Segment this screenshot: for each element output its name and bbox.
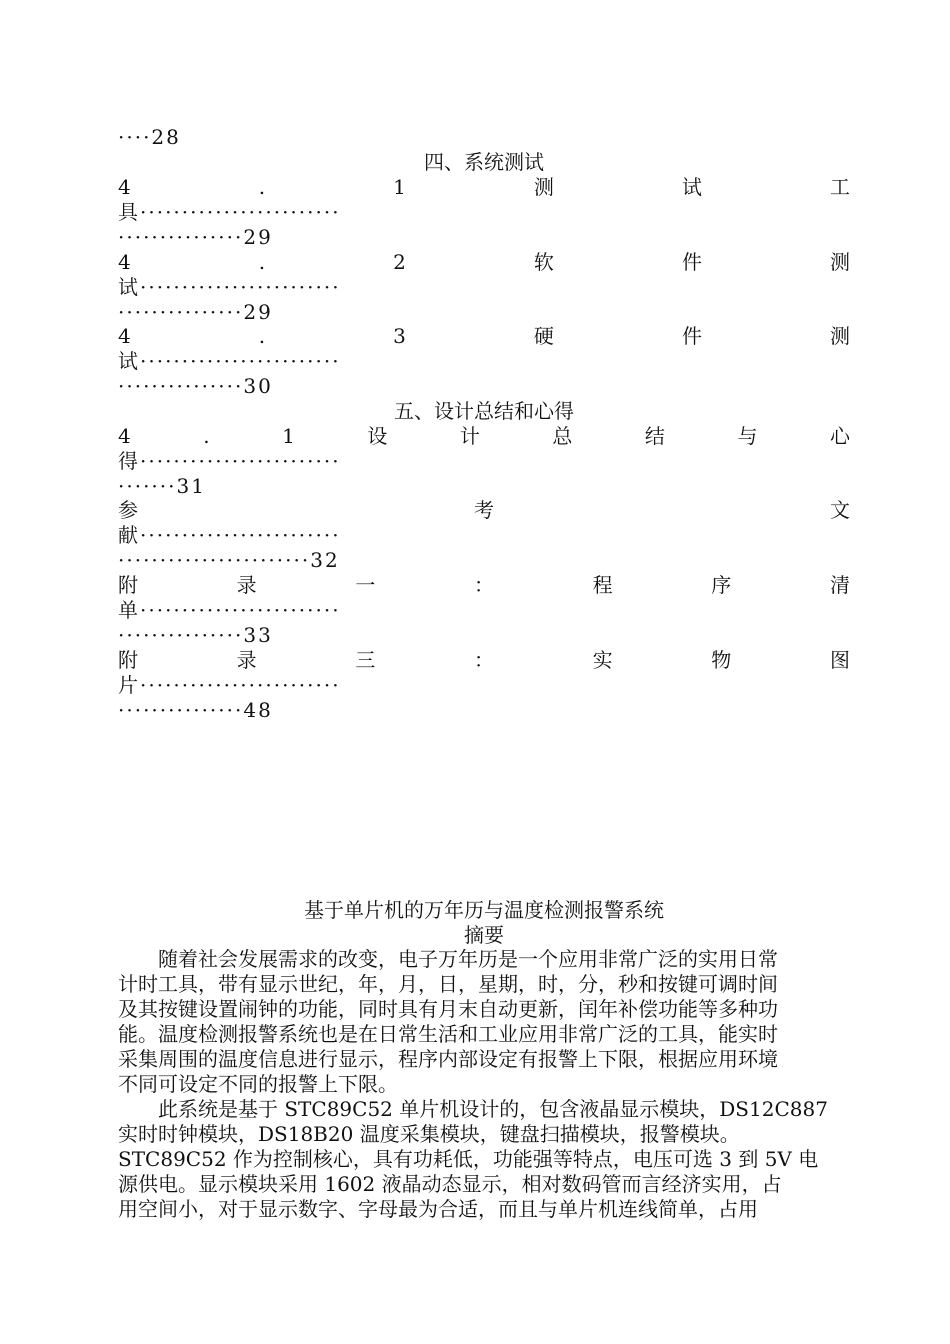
- toc-entry-4-3-page: ···············30: [118, 374, 273, 398]
- toc-entry-references[interactable]: 参 考 文: [118, 498, 850, 522]
- document-title: 基于单片机的万年历与温度检测报警系统: [304, 898, 664, 922]
- toc-entry-appendix-1-leader: 单························: [118, 598, 341, 622]
- toc-entry-appendix-3-leader: 片························: [118, 673, 341, 697]
- toc-entry-4-2-page: ···············29: [118, 300, 273, 324]
- toc-entry-4-1-leader: 具························: [118, 200, 341, 224]
- abstract-paragraph-1: 随着社会发展需求的改变，电子万年历是一个应用非常广泛的实用日常 计时工具，带有显示世纪，年，月，日，星期，时，分，秒和按键可调时间 及其按键设置闹钟的功能，同时具有月末自动更新，闰年补偿功能等多种功 能。温度检测报警系统也是在日常生活和工业应用非常广泛的工具，能实时 采集周围的温度信息进行显示，程序内部设定有报警上下限，根据应用环境 不同可设定不同的报警上下限。: [118, 947, 778, 1096]
- toc-continuation: ····28: [118, 125, 181, 149]
- toc-section-5-title: 五、设计总结和心得: [394, 399, 574, 423]
- toc-entry-appendix-3-page: ···············48: [118, 698, 273, 722]
- toc-entry-4-3-leader: 试························: [118, 349, 341, 373]
- toc-entry-appendix-3[interactable]: 附 录 三 ： 实 物 图: [118, 648, 850, 672]
- toc-entry-4-3[interactable]: 4 . 3 硬 件 测: [118, 324, 850, 348]
- toc-entry-4-2[interactable]: 4 . 2 软 件 测: [118, 250, 850, 274]
- toc-section-4-title: 四、系统测试: [424, 150, 544, 174]
- toc-entry-appendix-1[interactable]: 附 录 一 ： 程 序 清: [118, 573, 850, 597]
- toc-entry-references-page: ·······················32: [118, 548, 340, 572]
- toc-entry-4-2-leader: 试························: [118, 275, 341, 299]
- toc-entry-4-1-page: ···············29: [118, 225, 273, 249]
- toc-entry-5-1-leader: 得························: [118, 449, 341, 473]
- toc-entry-5-1[interactable]: 4 . 1 设 计 总 结 与 心: [118, 424, 850, 448]
- abstract-heading: 摘要: [464, 923, 504, 947]
- toc-entry-5-1-page: ·······31: [118, 474, 206, 498]
- toc-entry-4-1[interactable]: 4 . 1 测 试 工: [118, 175, 850, 199]
- toc-entry-references-leader: 献························: [118, 523, 341, 547]
- toc-entry-appendix-1-page: ···············33: [118, 623, 273, 647]
- abstract-paragraph-2: 此系统是基于 STC89C52 单片机设计的，包含液晶显示模块，DS12C887 实时时钟模块，DS18B20 温度采集模块，键盘扫描模块，报警模块。 STC89C52 作为控制核心，具有功耗低，功能强等特点，电压可选 3 到 5V 电 源供电。显示模块采用 1602 液晶动态显示，相对数码管而言经济实用，占 用空间小，对于显示数字、字母最为合适，而且与单片机连线简单，占用: [118, 1097, 828, 1221]
